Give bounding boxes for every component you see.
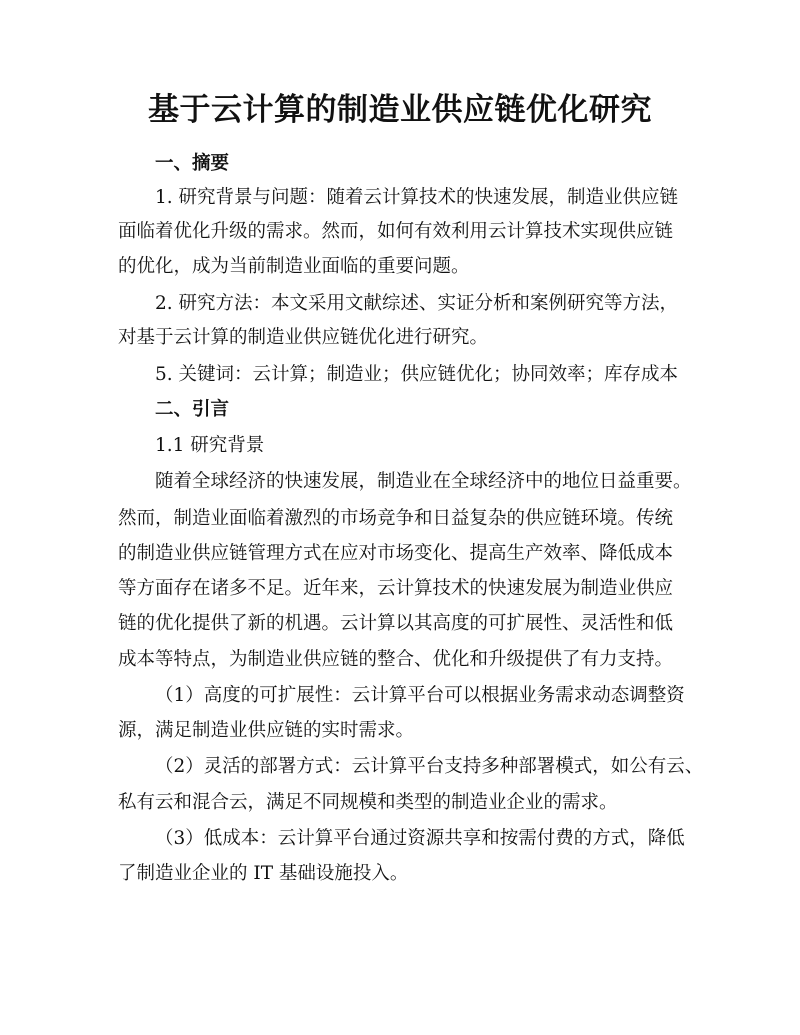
- feature-deployment-line: 私有云和混合云，满足不同规模和类型的制造业企业的需求。: [118, 792, 618, 813]
- feature-low-cost-line: （3）低成本：云计算平台通过资源共享和按需付费的方式，降低: [155, 828, 685, 849]
- section-heading-introduction: 二、引言: [155, 399, 230, 420]
- intro-paragraph-line: 等方面存在诸多不足。近年来，云计算技术的快速发展为制造业供应: [118, 578, 674, 599]
- document-title: 基于云计算的制造业供应链优化研究: [148, 92, 652, 128]
- intro-paragraph-line: 随着全球经济的快速发展，制造业在全球经济中的地位日益重要。: [155, 471, 692, 492]
- feature-scalability-line: 源，满足制造业供应链的实时需求。: [118, 720, 415, 741]
- intro-paragraph-line: 链的优化提供了新的机遇。云计算以其高度的可扩展性、灵活性和低: [118, 613, 674, 634]
- intro-paragraph-line: 成本等特点，为制造业供应链的整合、优化和升级提供了有力支持。: [118, 649, 674, 670]
- abstract-paragraph-line: 面临着优化升级的需求。然而，如何有效利用云计算技术实现供应链: [118, 221, 674, 242]
- feature-scalability-line: （1）高度的可扩展性：云计算平台可以根据业务需求动态调整资: [155, 685, 685, 706]
- abstract-paragraph-line: 2. 研究方法：本文采用文献综述、实证分析和案例研究等方法，: [155, 293, 679, 314]
- abstract-paragraph-line: 对基于云计算的制造业供应链优化进行研究。: [118, 327, 489, 348]
- subsection-heading: 1.1 研究背景: [155, 435, 265, 456]
- feature-deployment-line: （2）灵活的部署方式：云计算平台支持多种部署模式，如公有云、: [155, 756, 704, 777]
- abstract-paragraph-line: 1. 研究背景与问题：随着云计算技术的快速发展，制造业供应链: [155, 187, 679, 208]
- abstract-paragraph-line: 的优化，成为当前制造业面临的重要问题。: [118, 256, 470, 277]
- intro-paragraph-line: 的制造业供应链管理方式在应对市场变化、提高生产效率、降低成本: [118, 543, 674, 564]
- keywords-line: 5. 关键词：云计算；制造业；供应链优化；协同效率；库存成本: [155, 364, 679, 385]
- intro-paragraph-line: 然而，制造业面临着激烈的市场竞争和日益复杂的供应链环境。传统: [118, 508, 674, 529]
- section-heading-abstract: 一、摘要: [155, 153, 230, 174]
- feature-low-cost-line: 了制造业企业的 IT 基础设施投入。: [118, 863, 409, 884]
